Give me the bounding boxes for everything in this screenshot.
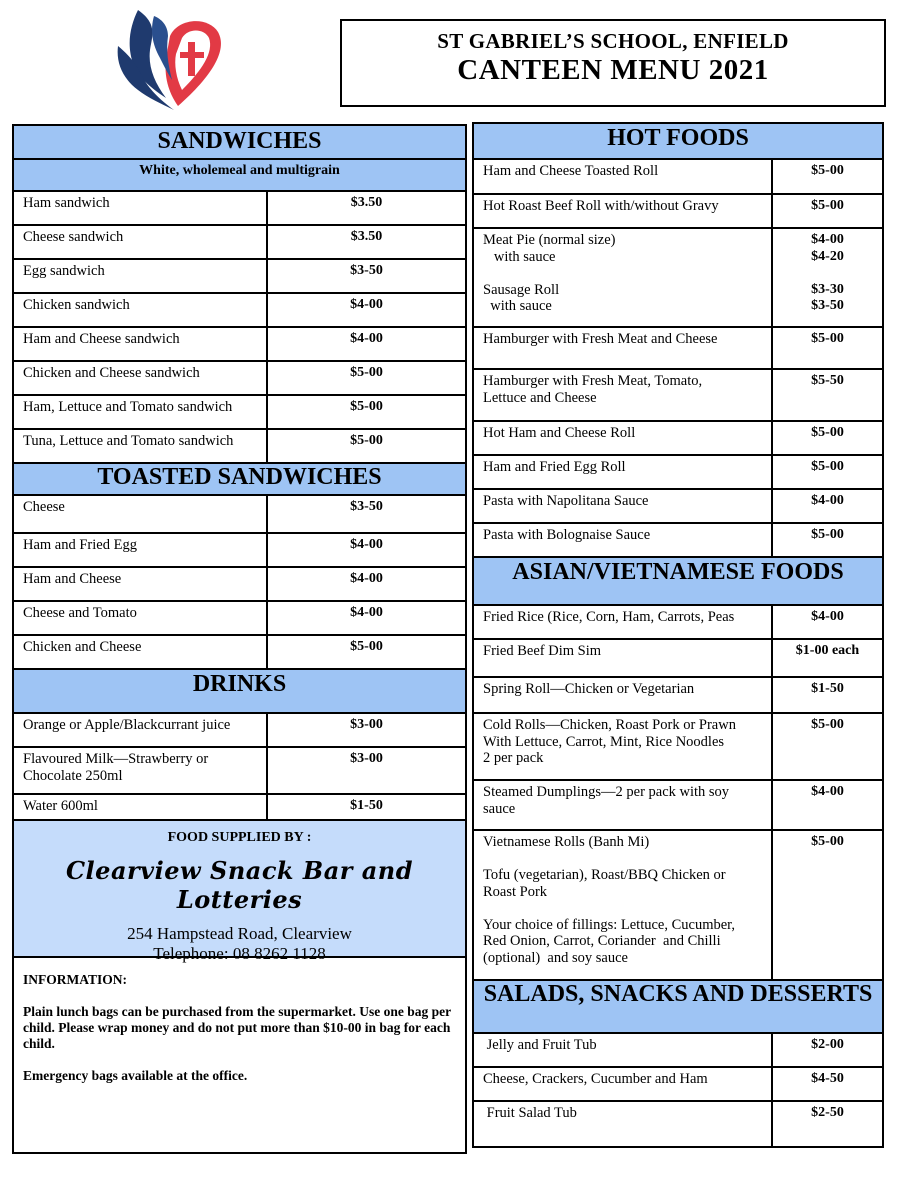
menu-row: [14, 396, 465, 430]
info-paragraph: Emergency bags available at the office.: [23, 1068, 248, 1083]
asian-foods-heading: ASIAN/VIETNAMESE FOODS: [474, 558, 882, 606]
item-price: $4-00: [350, 331, 383, 346]
item-price: $5-00: [811, 331, 844, 346]
item-name: Ham and Cheese: [23, 571, 122, 587]
menu-row: [474, 490, 882, 524]
item-name: Hamburger with Fresh Meat and Cheese: [483, 331, 718, 347]
school-logo-icon: [108, 6, 230, 114]
item-price: $5-00: [811, 717, 844, 732]
item-price: $5-00: [350, 433, 383, 448]
drinks-heading: DRINKS: [14, 670, 465, 714]
item-name: Fried Rice (Rice, Corn, Ham, Carrots, Peas: [483, 609, 735, 625]
menu-row: [474, 195, 882, 229]
menu-title: CANTEEN MENU 2021: [457, 54, 769, 86]
menu-row: [14, 636, 465, 670]
item-name: Water 600ml: [23, 798, 98, 814]
menu-row: [474, 678, 882, 714]
item-name: Cheese sandwich: [23, 229, 124, 245]
item-price: $4-00: [811, 784, 844, 799]
menu-row: [474, 1068, 882, 1102]
item-price: $5-00: [811, 163, 844, 178]
item-price: $5-00: [350, 365, 383, 380]
menu-row: [14, 714, 465, 748]
item-name: Cheese, Crackers, Cucumber and Ham: [483, 1071, 708, 1087]
item-name: Hot Ham and Cheese Roll: [483, 425, 636, 441]
menu-row: [474, 1034, 882, 1068]
item-name: Spring Roll—Chicken or Vegetarian: [483, 681, 695, 697]
menu-row: [14, 602, 465, 636]
item-name: Flavoured Milk—Strawberry or Chocolate 250ml: [23, 751, 209, 784]
item-price: $5-00: [811, 834, 844, 849]
item-name: Vietnamese Rolls (Banh Mi) Tofu (vegetarian), Roast/BBQ Chicken or Roast Pork Your choice of fillings: Lettuce, Cucumber, Red Onion, Carrot, Coriander and Chilli (optional) and soy sauce: [483, 834, 736, 966]
school-name: ST GABRIEL’S SCHOOL, ENFIELD: [437, 29, 789, 53]
menu-row: [14, 362, 465, 396]
item-name: Orange or Apple/Blackcurrant juice: [23, 717, 231, 733]
title-box: [340, 19, 886, 107]
menu-row: [14, 328, 465, 362]
item-name: Ham and Cheese Toasted Roll: [483, 163, 659, 179]
item-price: $5-00: [811, 459, 844, 474]
menu-row: [14, 260, 465, 294]
item-price: $5-00: [350, 399, 383, 414]
item-name: Egg sandwich: [23, 263, 105, 279]
item-name: Chicken and Cheese: [23, 639, 142, 655]
item-price: $4-00: [350, 605, 383, 620]
menu-row: [14, 748, 465, 795]
item-price: $4-00: [350, 537, 383, 552]
item-price: $5-00: [811, 198, 844, 213]
item-price: $4-00: [811, 609, 844, 624]
item-name: Hamburger with Fresh Meat, Tomato, Lettuce and Cheese: [483, 373, 703, 406]
menu-row: [474, 1102, 882, 1146]
menu-row: [14, 430, 465, 464]
information-box: [14, 958, 465, 1152]
item-price: $1-50: [811, 681, 844, 696]
item-price: $3-00: [350, 751, 383, 766]
supplier-phone: Telephone: 08 8262 1128: [153, 944, 326, 963]
left-column: [12, 124, 467, 1154]
menu-row: [14, 294, 465, 328]
menu-row: [474, 524, 882, 558]
menu-row: [474, 229, 882, 328]
menu-row: [14, 568, 465, 602]
item-price: $3-00: [350, 717, 383, 732]
item-name: Ham sandwich: [23, 195, 110, 211]
item-name: Chicken sandwich: [23, 297, 130, 313]
item-name: Fried Beef Dim Sim: [483, 643, 602, 659]
item-price: $2-00: [811, 1037, 844, 1052]
info-paragraph: Plain lunch bags can be purchased from the supermarket. Use one bag per child. Please wrap money and do not put more than $10-00 in bag for each child.: [23, 1004, 451, 1051]
item-name: Chicken and Cheese sandwich: [23, 365, 200, 381]
info-heading: INFORMATION:: [23, 972, 127, 987]
menu-row: [474, 370, 882, 422]
item-name: Pasta with Napolitana Sauce: [483, 493, 649, 509]
menu-row: [474, 640, 882, 678]
menu-row: [474, 456, 882, 490]
item-price: $1-50: [350, 798, 383, 813]
item-price: $4-00: [350, 297, 383, 312]
salads-heading: SALADS, SNACKS AND DESSERTS: [474, 981, 882, 1034]
item-name: Pasta with Bolognaise Sauce: [483, 527, 651, 543]
item-name: Hot Roast Beef Roll with/without Gravy: [483, 198, 719, 214]
menu-row: [474, 606, 882, 640]
item-name: Cheese and Tomato: [23, 605, 137, 621]
supplier-box: [14, 821, 465, 963]
supplied-by-label: FOOD SUPPLIED BY :: [167, 830, 312, 845]
item-name: Cheese: [23, 499, 65, 515]
item-price: $3-50: [350, 263, 383, 278]
menu-row: [474, 714, 882, 781]
menu-row: [474, 831, 882, 981]
menu-row: [14, 496, 465, 534]
item-price: $4-50: [811, 1071, 844, 1086]
item-name: Fruit Salad Tub: [483, 1105, 577, 1121]
supplier-name: Clearview Snack Bar and Lotteries: [65, 856, 414, 914]
item-price: $4-00: [350, 571, 383, 586]
item-name: Cold Rolls—Chicken, Roast Pork or Prawn With Lettuce, Carrot, Mint, Rice Noodles 2 per pack: [483, 717, 736, 766]
item-name: Meat Pie (normal size) with sauce Sausage Roll with sauce: [483, 232, 616, 314]
item-price: $3.50: [350, 229, 383, 244]
menu-row: [474, 328, 882, 370]
hot-foods-heading: HOT FOODS: [474, 124, 882, 160]
item-price: $3.50: [350, 195, 383, 210]
item-name: Ham and Cheese sandwich: [23, 331, 180, 347]
menu-row: [474, 422, 882, 456]
item-price: $4-00: [811, 493, 844, 508]
item-name: Tuna, Lettuce and Tomato sandwich: [23, 433, 234, 449]
item-name: Ham and Fried Egg: [23, 537, 137, 553]
item-price: $1-00 each: [795, 643, 860, 658]
right-column: [472, 122, 884, 1148]
item-name: Ham, Lettuce and Tomato sandwich: [23, 399, 233, 415]
item-name: Ham and Fried Egg Roll: [483, 459, 626, 475]
item-price: $3-50: [350, 499, 383, 514]
item-name: Jelly and Fruit Tub: [483, 1037, 597, 1053]
sandwiches-heading: SANDWICHES: [14, 126, 465, 160]
item-price: $5-50: [811, 373, 844, 388]
item-name: Steamed Dumplings—2 per pack with soy sauce: [483, 784, 730, 817]
menu-row: [14, 192, 465, 226]
sandwiches-subheading: White, wholemeal and multigrain: [14, 160, 465, 192]
item-price: $5-00: [350, 639, 383, 654]
menu-row: [474, 160, 882, 195]
menu-row: [14, 534, 465, 568]
menu-row: [474, 781, 882, 831]
menu-row: [14, 795, 465, 821]
menu-row: [14, 226, 465, 260]
toasted-heading: TOASTED SANDWICHES: [14, 464, 465, 496]
item-price: $4-00 $4-20 $3-30 $3-50: [811, 232, 844, 313]
item-price: $5-00: [811, 425, 844, 440]
item-price: $5-00: [811, 527, 844, 542]
item-price: $2-50: [811, 1105, 844, 1120]
supplier-address: 254 Hampstead Road, Clearview: [127, 924, 352, 943]
